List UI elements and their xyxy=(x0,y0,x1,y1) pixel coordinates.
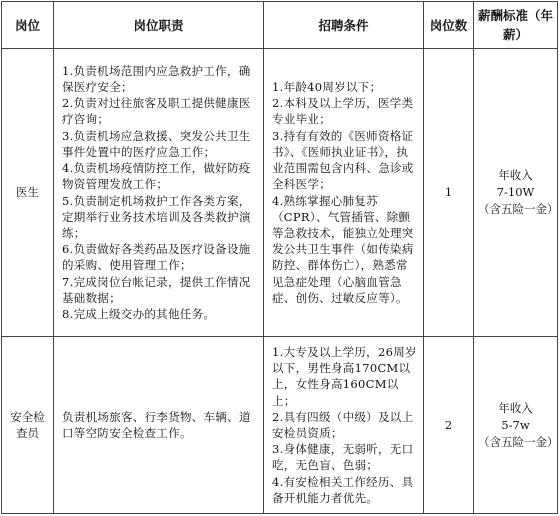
header-row xyxy=(2,2,558,49)
table-row xyxy=(2,337,558,514)
duty-item: 负责机场旅客、行李货物、车辆、道口等空防安全检查工作。 xyxy=(62,409,251,440)
salary-note: （含五险一金） xyxy=(478,202,559,216)
duty-item: 5.负责制定机场救护工作各类方案，定期举行业务技术培训及各类救护演练； xyxy=(62,193,251,240)
requirement-item: 1.大专及以上学历，26周岁以下，男性身高170CM以上，女性身高160CM以上； xyxy=(272,344,417,408)
salary-label: 年收入 xyxy=(498,400,533,415)
header-requirements: 招聘条件 xyxy=(264,2,424,49)
duty-item: 3.负责机场应急救援、突发公共卫生事件处置中的医疗应急工作； xyxy=(62,128,251,159)
duty-item: 2.负责对过往旅客及职工提供健康医疗咨询； xyxy=(62,96,251,127)
salary-note: （含五险一金） xyxy=(478,434,559,449)
requirement-item: 4.有安检相关工作经历、具备开机能力者优先。 xyxy=(272,474,414,505)
requirement-item: 3.持有有效的《医师资格证书》、《医师执业证书》，执业范围需包含内科、急诊或全科医学； xyxy=(272,128,414,192)
count-cell: 1 xyxy=(424,49,474,337)
requirements-cell xyxy=(264,337,424,514)
requirement-item: 1.年龄40周岁以下； xyxy=(272,80,382,95)
header-count: 岗位数 xyxy=(424,2,474,49)
header-post: 岗位 xyxy=(2,2,54,49)
count-cell: 2 xyxy=(424,337,474,514)
requirement-item: 2.具有四级（中级）及以上安检员资质； xyxy=(272,409,414,440)
duty-item: 1.负责机场范围内应急救护工作，确保医疗安全； xyxy=(62,63,251,95)
header-salary: 薪酬标准（年薪） xyxy=(474,2,558,49)
duty-item: 4.负责机场疫情防控工作，做好防疫物资管理发放工作； xyxy=(62,161,251,192)
requirement-item: 3.身体健康，无弱听，无口吃，无色盲、色弱； xyxy=(272,442,414,473)
requirement-item: 2.本科及以上学历，医学类专业毕业； xyxy=(272,96,414,127)
post-cell: 医生 xyxy=(2,49,54,337)
duties-cell xyxy=(54,337,264,514)
recruitment-table xyxy=(1,1,558,514)
post-cell: 安全检查员 xyxy=(2,337,54,514)
requirements-cell xyxy=(264,49,424,337)
header-duties: 岗位职责 xyxy=(54,2,264,49)
duty-item: 7.完成岗位台帐记录，提供工作情况基础数据； xyxy=(62,274,251,305)
salary-range: 5-7w xyxy=(501,417,530,432)
salary-cell xyxy=(474,49,558,337)
table-row xyxy=(2,49,558,337)
duty-item: 6.负责做好各类药品及医疗设备设施的采购、使用管理工作； xyxy=(62,242,251,273)
salary-label: 年收入 xyxy=(498,168,533,182)
duty-item: 8.完成上级交办的其他任务。 xyxy=(62,306,216,321)
duties-cell xyxy=(54,49,264,337)
salary-range: 7-10W xyxy=(496,185,535,199)
salary-cell xyxy=(474,337,558,514)
requirement-item: 4.熟练掌握心肺复苏（CPR）、气管插管、除颤等急救技术，能独立处理突发公共卫生事件（如传染病防控、群体伤亡），熟悉常见急症处理（心脑血管急症、创伤、过敏反应等）。 xyxy=(272,193,414,305)
